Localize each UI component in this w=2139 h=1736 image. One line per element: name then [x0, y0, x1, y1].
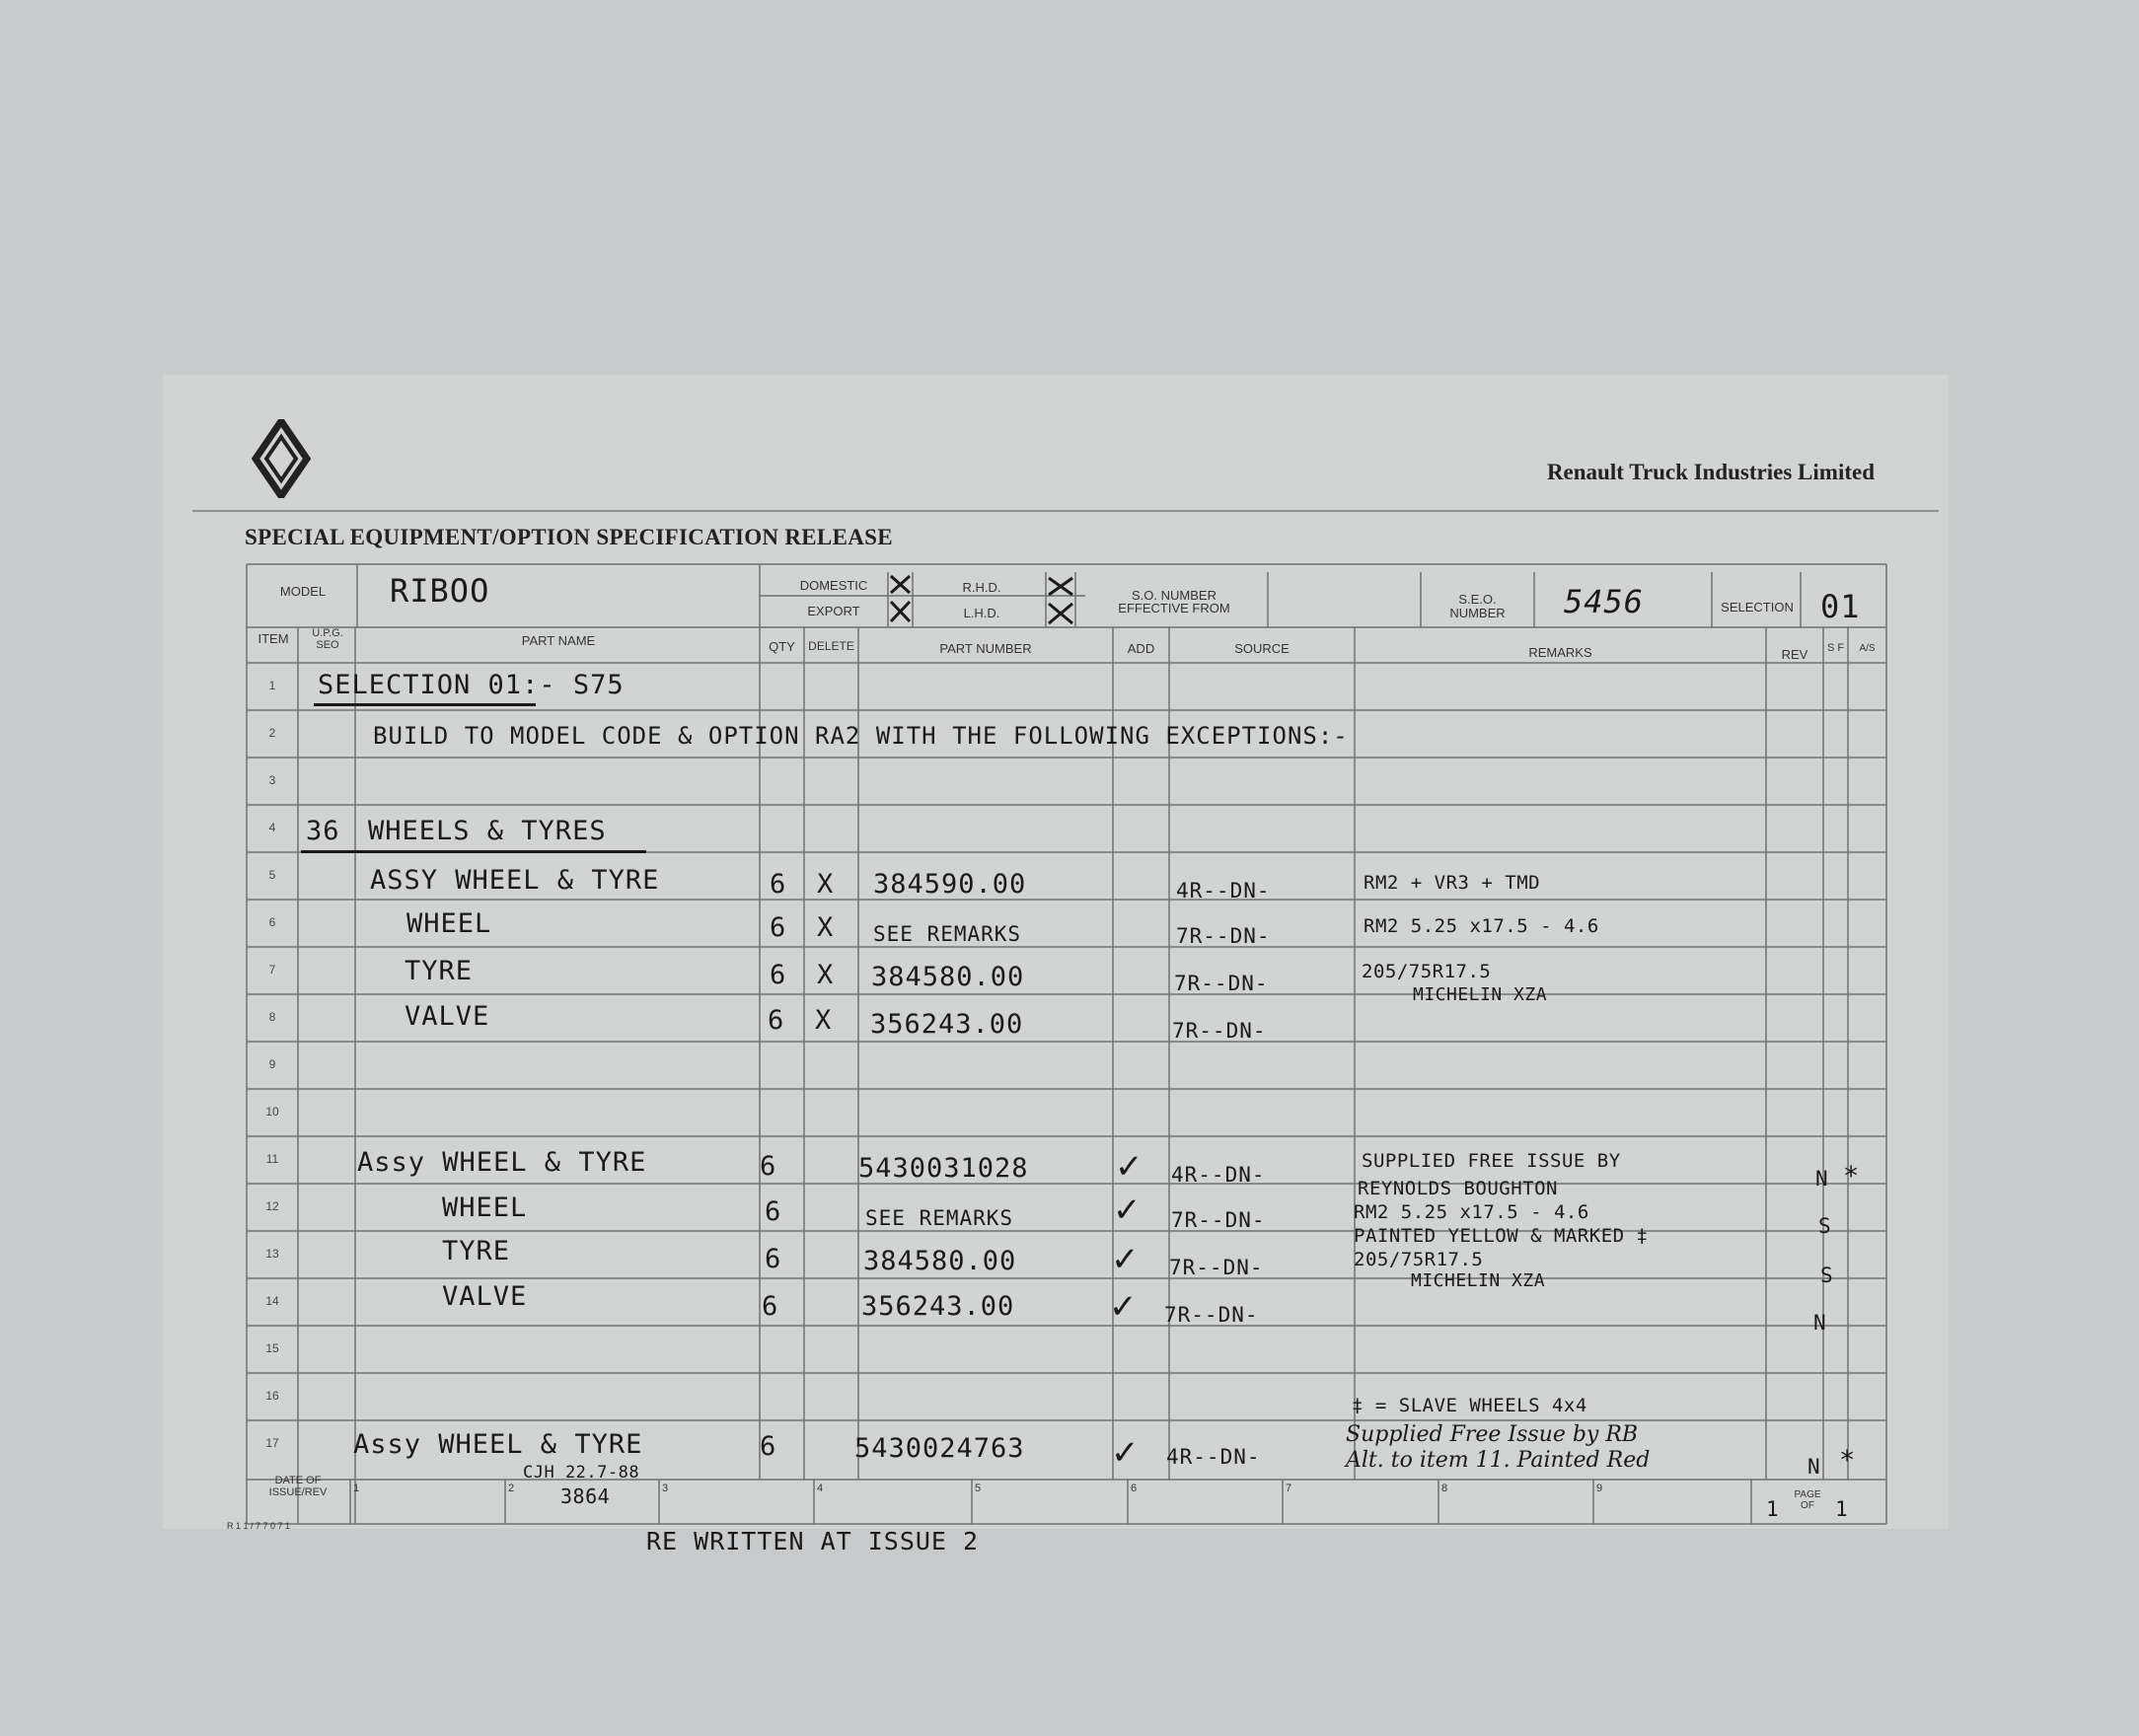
- add-check-icon: ✓: [1111, 1241, 1140, 1278]
- group-number: 36: [306, 816, 340, 846]
- source: 7R--DN-: [1171, 1208, 1266, 1232]
- seo-label: S.E.O.: [1458, 592, 1497, 607]
- part-name: WHEEL: [406, 908, 492, 939]
- issue-slot: 5: [975, 1483, 982, 1494]
- part-name: TYRE: [442, 1236, 511, 1266]
- source: 4R--DN-: [1176, 879, 1271, 903]
- export-label: EXPORT: [807, 604, 860, 618]
- item-number: 3: [268, 773, 276, 787]
- part-name: Assy WHEEL & TYRE: [357, 1147, 647, 1178]
- part-name: TYRE: [405, 956, 474, 986]
- sf-flag: N: [1815, 1167, 1829, 1191]
- part-name: VALVE: [405, 1001, 490, 1032]
- issue-slot: 1: [353, 1483, 360, 1494]
- qty: 6: [768, 1005, 785, 1036]
- issue-2-number: 3864: [560, 1484, 611, 1508]
- col-part-name: PART NAME: [521, 633, 596, 648]
- part-name: VALVE: [442, 1281, 528, 1312]
- selection-value: 01: [1820, 588, 1861, 625]
- issue-slot: 7: [1286, 1483, 1292, 1494]
- remarks-supplied: Supplied Free Issue by RB: [1346, 1422, 1639, 1447]
- item-number: 4: [268, 821, 276, 834]
- source: 7R--DN-: [1176, 924, 1271, 948]
- issue-slot: 4: [817, 1483, 824, 1494]
- part-number: 384590.00: [873, 869, 1027, 900]
- star-flag: *: [1839, 1445, 1857, 1476]
- part-number: 5430031028: [858, 1153, 1029, 1184]
- model-label: MODEL: [279, 584, 327, 599]
- issue-slot: 9: [1596, 1483, 1603, 1494]
- rewritten-note: RE WRITTEN AT ISSUE 2: [646, 1527, 980, 1555]
- lhd-label: L.H.D.: [963, 606, 1000, 620]
- qty: 6: [760, 1151, 777, 1182]
- remarks: RM2 5.25 x17.5 - 4.6: [1354, 1201, 1589, 1223]
- item-number: 15: [265, 1341, 279, 1355]
- item-number: 11: [265, 1152, 279, 1166]
- date-of-label: DATE OF: [274, 1475, 322, 1486]
- item-number: 1: [268, 679, 276, 692]
- part-number: SEE REMARKS: [865, 1206, 1014, 1230]
- col-last: A/S: [1859, 643, 1876, 654]
- seo-number-label: NUMBER: [1449, 606, 1506, 620]
- col-source: SOURCE: [1234, 641, 1290, 656]
- star-flag: *: [1843, 1161, 1861, 1192]
- add-check-icon: ✓: [1111, 1434, 1140, 1472]
- col-qty: QTY: [769, 639, 795, 654]
- col-remarks: REMARKS: [1528, 645, 1592, 660]
- remarks: RM2 + VR3 + TMD: [1364, 872, 1541, 894]
- qty: 6: [770, 960, 787, 990]
- source: 7R--DN-: [1169, 1256, 1264, 1279]
- qty: 6: [765, 1196, 782, 1227]
- issue-rev-label: ISSUE/REV: [268, 1486, 328, 1498]
- item-number: 6: [268, 915, 276, 929]
- add-check-icon: ✓: [1109, 1288, 1138, 1326]
- part-number: 384580.00: [871, 962, 1025, 992]
- part-name: WHEEL: [442, 1193, 528, 1223]
- remarks-note: ‡ = SLAVE WHEELS 4x4: [1352, 1395, 1587, 1416]
- remarks-alt: Alt. to item 11. Painted Red: [1346, 1448, 1651, 1473]
- selection-line: SELECTION 01:- S75: [318, 670, 625, 700]
- selection-label: SELECTION: [1721, 600, 1794, 615]
- item-number: 7: [268, 963, 276, 976]
- issue-slot: 2: [508, 1483, 515, 1494]
- qty: 6: [770, 869, 787, 900]
- page-total: 1: [1835, 1497, 1849, 1521]
- sf-flag: N: [1813, 1311, 1827, 1335]
- item-number: 2: [268, 726, 276, 740]
- of-label: OF: [1801, 1500, 1814, 1511]
- part-number: 384580.00: [863, 1246, 1017, 1276]
- col-sf: S F: [1826, 642, 1845, 654]
- form-title: SPECIAL EQUIPMENT/OPTION SPECIFICATION RELEASE: [245, 525, 893, 549]
- delete-mark: X: [817, 869, 835, 900]
- col-seo: SEO: [316, 639, 339, 651]
- delete-mark: X: [817, 960, 835, 990]
- rhd-label: R.H.D.: [962, 580, 1001, 595]
- col-delete: DELETE: [808, 639, 854, 653]
- group-underline: [301, 850, 646, 853]
- remarks: RM2 5.25 x17.5 - 4.6: [1364, 915, 1599, 937]
- selection-underline: [314, 703, 536, 706]
- part-number: 356243.00: [870, 1009, 1024, 1040]
- source: 4R--DN-: [1166, 1445, 1261, 1469]
- qty: 6: [760, 1431, 777, 1462]
- page-number: 1: [1766, 1497, 1780, 1521]
- source: 7R--DN-: [1164, 1303, 1259, 1327]
- col-add: ADD: [1127, 641, 1155, 656]
- sf-flag: N: [1807, 1455, 1821, 1479]
- part-number: 5430024763: [854, 1433, 1025, 1464]
- part-name: Assy WHEEL & TYRE: [353, 1429, 643, 1460]
- qty: 6: [762, 1291, 779, 1322]
- effective-from-label: EFFECTIVE FROM: [1118, 601, 1230, 615]
- part-name: ASSY WHEEL & TYRE: [370, 865, 660, 896]
- delete-mark: X: [815, 1005, 833, 1036]
- qty: 6: [765, 1244, 782, 1274]
- item-number: 13: [265, 1247, 279, 1261]
- issue-slot: 6: [1131, 1483, 1138, 1494]
- col-part-number: PART NUMBER: [939, 641, 1032, 656]
- col-item: ITEM: [258, 631, 289, 646]
- company-name: Renault Truck Industries Limited: [1546, 460, 1875, 484]
- domestic-label: DOMESTIC: [799, 578, 868, 593]
- add-check-icon: ✓: [1115, 1148, 1143, 1186]
- item-number: 9: [268, 1057, 276, 1071]
- remarks: REYNOLDS BOUGHTON: [1358, 1178, 1558, 1199]
- build-line: BUILD TO MODEL CODE & OPTION RA2 WITH THE FOLLOWING EXCEPTIONS:-: [373, 722, 1349, 750]
- page-label: PAGE: [1794, 1489, 1821, 1500]
- seo-number-value: 5456: [1564, 583, 1645, 620]
- sf-flag: S: [1820, 1264, 1834, 1287]
- issue-slot: 3: [662, 1483, 669, 1494]
- item-number: 16: [265, 1389, 279, 1403]
- source: 7R--DN-: [1174, 972, 1269, 995]
- delete-mark: X: [817, 912, 835, 943]
- remarks: SUPPLIED FREE ISSUE BY: [1362, 1150, 1621, 1172]
- remarks-line-2: MICHELIN XZA: [1413, 984, 1548, 1005]
- remarks-line-2: 205/75R17.5: [1354, 1249, 1484, 1270]
- item-number: 17: [265, 1436, 279, 1450]
- part-number: SEE REMARKS: [873, 922, 1022, 946]
- source: 7R--DN-: [1172, 1019, 1267, 1043]
- group-name: WHEELS & TYRES: [368, 816, 607, 846]
- source: 4R--DN-: [1171, 1163, 1266, 1187]
- col-rev: REV: [1781, 647, 1808, 662]
- issue-slot: 8: [1441, 1483, 1448, 1494]
- sf-flag: S: [1818, 1214, 1832, 1238]
- item-number: 8: [268, 1010, 276, 1024]
- remarks: PAINTED YELLOW & MARKED ‡: [1354, 1225, 1649, 1247]
- issue-2-initials: CJH 22.7-88: [523, 1463, 640, 1483]
- item-number: 14: [265, 1294, 279, 1308]
- remarks: 205/75R17.5: [1362, 961, 1492, 982]
- so-number-label: S.O. NUMBER: [1132, 588, 1217, 603]
- item-number: 10: [265, 1105, 279, 1119]
- col-upg: U.P.G.: [312, 627, 343, 639]
- item-number: 12: [265, 1199, 279, 1213]
- qty: 6: [770, 912, 787, 943]
- remarks-line-3: MICHELIN XZA: [1411, 1270, 1546, 1291]
- part-number: 356243.00: [861, 1291, 1015, 1322]
- item-number: 5: [268, 868, 276, 882]
- add-check-icon: ✓: [1113, 1192, 1142, 1229]
- form-number: R 1 1 / 7 7 0 7 1: [227, 1521, 291, 1531]
- model-value: RIBOO: [390, 572, 490, 610]
